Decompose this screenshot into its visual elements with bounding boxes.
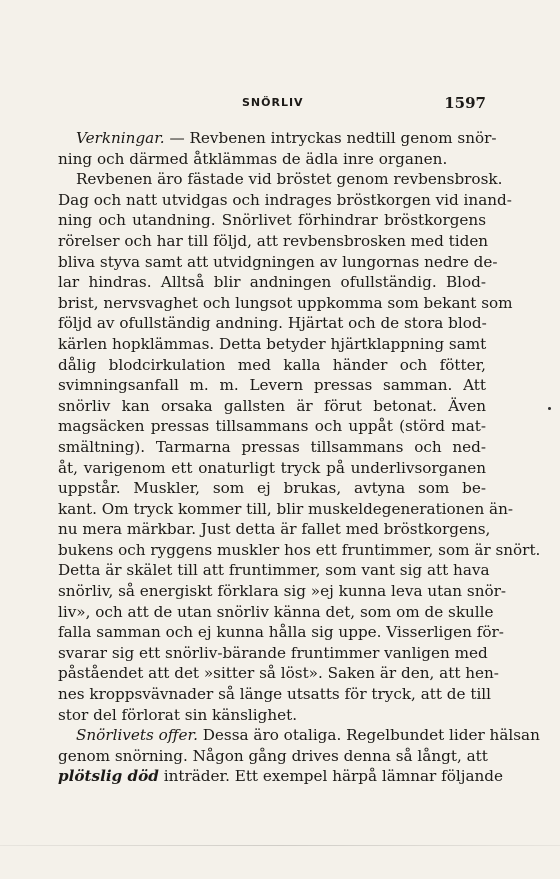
paragraph-verkningar (58, 128, 497, 169)
text-line: smältning). Tarmarna pressas tillsammans och ned- (58, 437, 486, 456)
text-line: brist, nervsvaghet och lungsot uppkomma som bekant som (58, 293, 513, 312)
page-number: 1597 (444, 94, 486, 112)
text-line: ning och utandning. Snörlivet förhindrar bröstkorgens (58, 211, 486, 230)
text-line: snörliv, så energiskt förklara sig »ej kunna leva utan snör- (58, 582, 507, 601)
text-line: lar hindras. Alltså blir andningen ofullständig. Blod- (58, 273, 486, 292)
text-line: bukens och ryggens muskler hos ett fruntimmer, som är snört. (58, 540, 541, 559)
text-span: Dessa äro otaliga. Regelbundet lider hälsan (197, 726, 540, 745)
emphasis: plötslig död (58, 767, 159, 786)
text-line: svimningsanfall m. m. Levern pressas samman. Att (58, 376, 486, 395)
text-line: bliva styva samt att utvidgningen av lungornas nedre de- (58, 252, 498, 271)
text-line: nes kroppsvävnader så länge utsatts för tryck, att de till (58, 685, 492, 704)
text-span: inträder. Ett exempel härpå lämnar följande (158, 767, 504, 786)
text-line: kant. Om tryck kommer till, blir muskeldegenerationen än- (58, 499, 514, 518)
section-heading: Snörlivets offer. (76, 726, 198, 745)
text-line: falla samman och ej kunna hålla sig uppe. Visserligen för- (58, 623, 504, 642)
page-header (58, 96, 486, 118)
text-line: Detta är skälet till att fruntimmer, som vant sig att hava (58, 561, 490, 580)
text-line: magsäcken pressas tillsammans och uppåt (störd mat- (58, 417, 486, 436)
section-heading: Verkningar. (76, 129, 165, 147)
page-edge-shadow (0, 845, 560, 846)
text-line: liv», och att de utan snörliv känna det, som om de skulle (58, 602, 494, 621)
text-line (58, 128, 497, 149)
paragraph-snorlivets-offer (58, 725, 540, 787)
text-line: följd av ofullständig andning. Hjärtat och de stora blod- (58, 314, 487, 333)
ink-speck (548, 407, 551, 410)
running-head: SNÖRLIV (242, 96, 304, 109)
text-line: stor del förlorat sin känslighet. (58, 705, 298, 724)
text-line: dålig blodcirkulation med kalla händer och fötter, (58, 355, 486, 374)
text-line: snörliv kan orsaka gallsten är förut betonat. Även (58, 396, 486, 415)
text-line: genom snörning. Någon gång drives denna så långt, att (58, 746, 488, 765)
text-line: nu mera märkbar. Just detta är fallet med bröstkorgens, (58, 520, 491, 539)
text-line: uppstår. Muskler, som ej brukas, avtyna som be- (58, 479, 486, 498)
text-line: svarar sig ett snörliv-bärande fruntimmer vanligen med (58, 643, 488, 662)
text-line: påståendet att det »sitter så löst». Saken är den, att hen- (58, 664, 499, 683)
text-line: kärlen hopklämmas. Detta betyder hjärtklappning samt (58, 334, 487, 353)
text-line: rörelser och har till följd, att revbensbrosken med tiden (58, 231, 489, 250)
text-line: Revbenen äro fästade vid bröstet genom revbensbrosk. (76, 170, 503, 189)
text-span: — Revbenen intryckas nedtill genom snör- (164, 129, 497, 147)
text-line (58, 725, 540, 746)
text-line (58, 766, 504, 787)
text-line: Dag och natt utvidgas och indrages bröstkorgen vid inand- (58, 190, 512, 209)
body-text (58, 128, 541, 787)
text-line: åt, varigenom ett onaturligt tryck på underlivsorganen (58, 458, 486, 477)
text-line: ning och därmed åtklämmas de ädla inre organen. (58, 149, 448, 168)
paragraph-revbenen (58, 169, 541, 725)
